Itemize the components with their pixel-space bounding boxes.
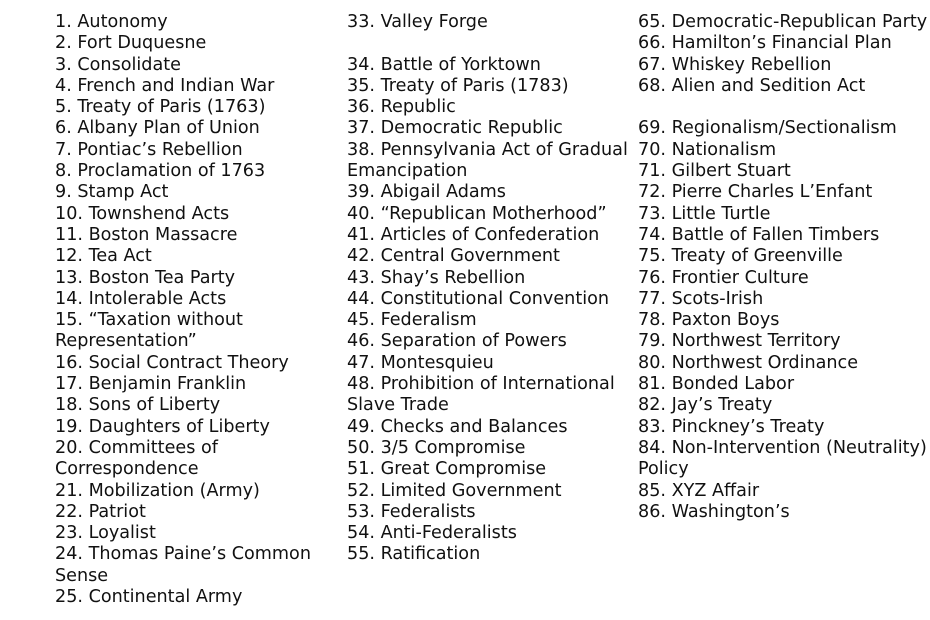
list-item: 11. Boston Massacre xyxy=(55,224,238,245)
list-item: 24. Thomas Paine’s Common Sense xyxy=(55,544,311,586)
vocabulary-column-3 xyxy=(638,12,928,523)
list-item: 85. XYZ Affair xyxy=(638,480,760,501)
list-item: 14. Intolerable Acts xyxy=(55,288,227,309)
list-item: 86. Washington’s xyxy=(638,501,790,522)
list-item: 15. “Taxation without Representation” xyxy=(55,310,243,352)
list-item: 51. Great Compromise xyxy=(347,459,547,480)
list-item: 6. Albany Plan of Union xyxy=(55,118,260,139)
list-item: 47. Montesquieu xyxy=(347,352,494,373)
list-item: 36. Republic xyxy=(347,97,456,118)
list-item: 1. Autonomy xyxy=(55,12,168,32)
list-item: 82. Jay’s Treaty xyxy=(638,395,773,416)
list-item: 53. Federalists xyxy=(347,501,476,522)
list-item: 5. Treaty of Paris (1763) xyxy=(55,97,266,118)
list-item: 2. Fort Duquesne xyxy=(55,33,207,54)
list-item: 69. Regionalism/Sectionalism xyxy=(638,118,897,139)
list-item: 7. Pontiac’s Rebellion xyxy=(55,139,243,160)
list-item: 48. Prohibition of International Slave Trade xyxy=(347,374,615,416)
list-item: 76. Frontier Culture xyxy=(638,267,809,288)
list-item: 67. Whiskey Rebellion xyxy=(638,54,832,75)
list-item: 22. Patriot xyxy=(55,501,146,522)
list-item: 74. Battle of Fallen Timbers xyxy=(638,224,880,245)
list-item: 81. Bonded Labor xyxy=(638,374,795,395)
list-item: 12. Tea Act xyxy=(55,246,152,267)
list-item: 34. Battle of Yorktown xyxy=(347,54,541,75)
list-item: 16. Social Contract Theory xyxy=(55,352,289,373)
list-item: 23. Loyalist xyxy=(55,523,156,544)
list-item: 8. Proclamation of 1763 xyxy=(55,161,266,182)
list-item: 73. Little Turtle xyxy=(638,203,771,224)
list-item: 54. Anti-Federalists xyxy=(347,523,517,544)
list-item: 55. Ratification xyxy=(347,544,481,565)
list-item: 45. Federalism xyxy=(347,310,477,331)
list-item: 39. Abigail Adams xyxy=(347,182,506,203)
list-item: 78. Paxton Boys xyxy=(638,310,780,331)
list-item: 68. Alien and Sedition Act xyxy=(638,75,866,96)
list-item: 38. Pennsylvania Act of Gradual Emancipation xyxy=(347,139,628,182)
list-item: 21. Mobilization (Army) xyxy=(55,480,260,501)
list-item: 41. Articles of Confederation xyxy=(347,224,600,245)
list-item: 80. Northwest Ordinance xyxy=(638,352,859,373)
list-item: 71. Gilbert Stuart xyxy=(638,161,791,182)
list-item: 84. Non-Intervention (Neutrality) Policy xyxy=(638,437,927,480)
vocabulary-column-1 xyxy=(55,12,340,608)
list-item: 50. 3/5 Compromise xyxy=(347,437,526,458)
list-item: 72. Pierre Charles L’Enfant xyxy=(638,182,873,203)
list-item: 13. Boston Tea Party xyxy=(55,267,236,288)
list-item: 4. French and Indian War xyxy=(55,75,275,96)
list-item: 3. Consolidate xyxy=(55,54,181,75)
list-item: 43. Shay’s Rebellion xyxy=(347,267,526,288)
list-item: 9. Stamp Act xyxy=(55,182,169,203)
list-item: 37. Democratic Republic xyxy=(347,118,563,139)
list-item: 70. Nationalism xyxy=(638,139,777,160)
list-item: 19. Daughters of Liberty xyxy=(55,416,270,437)
list-item: 65. Democratic-Republican Party xyxy=(638,12,928,32)
list-item: 18. Sons of Liberty xyxy=(55,395,221,416)
list-item: 77. Scots-Irish xyxy=(638,288,764,309)
list-item: 40. “Republican Motherhood” xyxy=(347,203,607,224)
list-item: 25. Continental Army xyxy=(55,587,243,608)
list-item: 17. Benjamin Franklin xyxy=(55,374,247,395)
list-item: 46. Separation of Powers xyxy=(347,331,567,352)
list-item: 49. Checks and Balances xyxy=(347,416,568,437)
list-item: 66. Hamilton’s Financial Plan xyxy=(638,33,892,54)
list-item: 44. Constitutional Convention xyxy=(347,288,610,309)
list-item: 83. Pinckney’s Treaty xyxy=(638,416,825,437)
list-item: 33. Valley Forge xyxy=(347,12,488,32)
list-item: 52. Limited Government xyxy=(347,480,562,501)
vocabulary-column-2 xyxy=(347,12,632,566)
list-item: 20. Committees of Correspondence xyxy=(55,437,218,480)
list-item: 75. Treaty of Greenville xyxy=(638,246,843,267)
list-item: 79. Northwest Territory xyxy=(638,331,841,352)
list-item: 10. Townshend Acts xyxy=(55,203,230,224)
list-item: 35. Treaty of Paris (1783) xyxy=(347,75,569,96)
list-item: 42. Central Government xyxy=(347,246,560,267)
